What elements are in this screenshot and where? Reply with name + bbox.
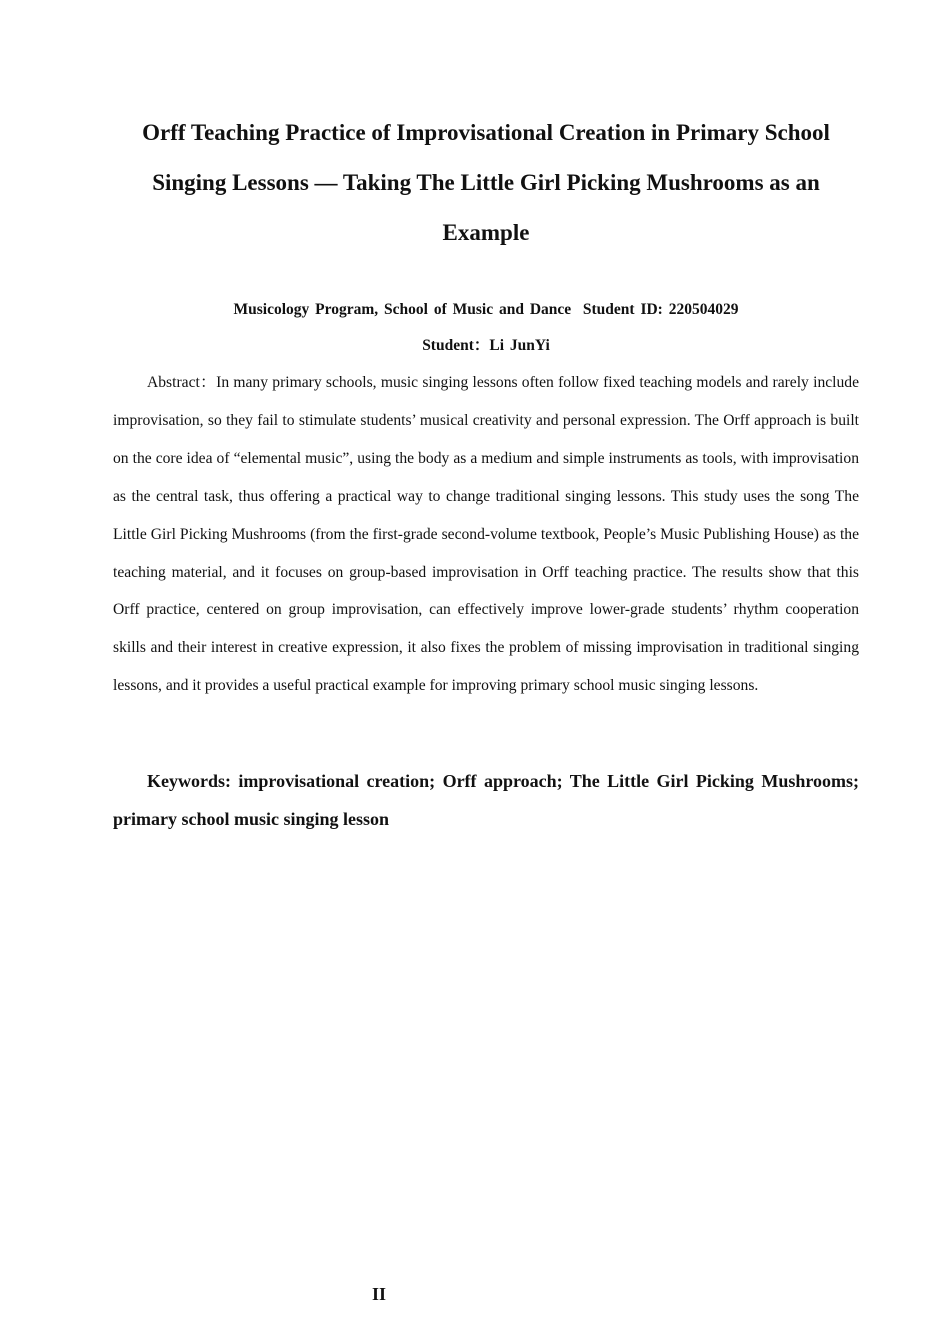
page-number: II [371, 1284, 386, 1304]
keywords-label: Keywords: [147, 771, 231, 791]
keywords-text: improvisational creation; Orff approach; The Little Girl Picking Mushrooms; primary school music singing lesson [113, 771, 860, 829]
keywords-paragraph [113, 762, 859, 838]
abstract-paragraph [113, 364, 859, 705]
paper-title: Orff Teaching Practice of Improvisational Creation in Primary School Singing Lessons — Taking The Little Girl Picking Mushrooms as an Example [142, 120, 830, 245]
abstract-label: Abstract： [147, 374, 217, 391]
student-name: Student：Li JunYi [422, 337, 550, 354]
abstract-text: In many primary schools, music singing lessons often follow fixed teaching models and rarely include improvisation, so they fail to stimulate students’ musical creativity and personal expression. The Orff approach is built on the core idea of “elemental music”, using the body as a medium and simple instruments as tools, with improvisation as the central task, thus offering a practical way to change traditional singing lessons. This study uses the song The Little Girl Picking Mushrooms (from the first-grade second-volume textbook, People’s Music Publishing House) as the teaching material, and it focuses on group-based improvisation in Orff teaching practice. The results show that this Orff practice, centered on group improvisation, can effectively improve lower-grade students’ rhythm cooperation skills and their interest in creative expression, it also fixes the problem of missing improvisation in traditional singing lessons, and it provides a useful practical example for improving primary school music singing lessons. [113, 374, 860, 695]
author-affiliation: Musicology Program, School of Music and Dance Student ID: 220504029 [233, 301, 739, 318]
